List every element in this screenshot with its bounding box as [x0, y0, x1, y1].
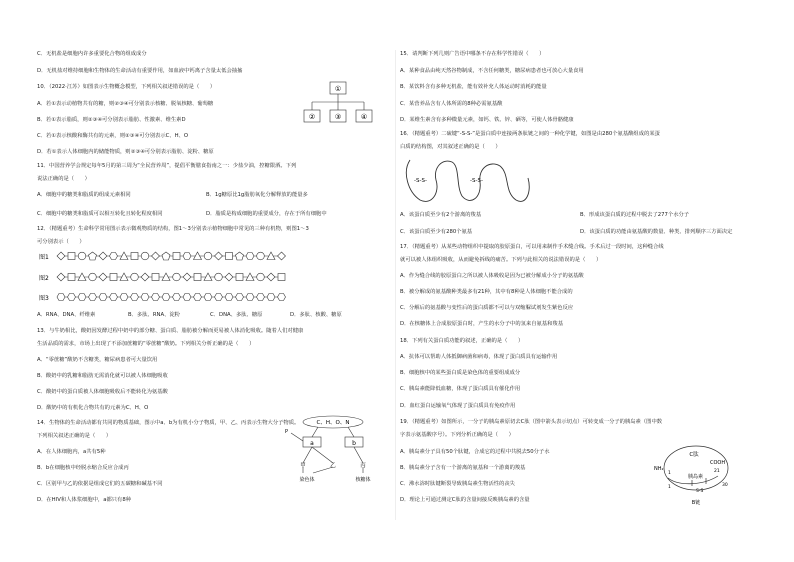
text-line: 13．与牛奶相比，酸奶因发酵过程中奶中的部分糖、蛋白质、脂肪被分解而更易被人体消化吸收。随着人们对健康 [37, 328, 304, 334]
text-line: D．酸奶中的有机化合物共有的元素为C、H、O [37, 405, 149, 411]
text-line: D．若①表示人体细胞内的储能物质，则②③④可分别表示脂肪、淀粉、糖原 [37, 149, 214, 155]
monomer-shape [141, 252, 149, 260]
text-line: D．该蛋白质的功能由氨基酸的数量、种类、排列顺序三方面决定 [580, 229, 733, 235]
monomer-shape [183, 294, 191, 301]
monomer-shape [162, 294, 170, 301]
monomer-shape [215, 273, 223, 281]
text-line: B．b在细胞核中经脱水缩合反应合成丙 [37, 465, 129, 471]
node-3: ③ [334, 113, 342, 121]
text-line: B．1g糖原比1g脂肪氧化分解释放的能量多 [206, 192, 308, 198]
insulin-label: 胰岛素 [688, 474, 704, 480]
text-line: A．RNA、DNA、纤维素 [37, 312, 96, 318]
text-line: A．“零蔗糖”酸奶不含糖类，糖尿病患者可大量饮用 [37, 357, 158, 363]
monomer-shape [204, 294, 212, 301]
monomer-shape [131, 253, 138, 260]
text-line: A．细胞中的糖类和脂质的组成元素相同 [37, 192, 131, 198]
text-line: D．某维生素含有多种微量元素，如钙、铁、锌、硒等，可使人体骨骼健康 [400, 117, 574, 123]
text-line: D．血红蛋白运输氧气体现了蛋白质具有免疫作用 [400, 403, 516, 409]
monomer-shape [204, 252, 212, 260]
text-line: D．在HIV和人体浆细胞中，a都只有8种 [37, 497, 132, 503]
b-chain-label: B链 [691, 500, 701, 506]
monomer-shape [57, 294, 65, 301]
figure-1-label: 图1 [39, 254, 49, 261]
monomer-shape [162, 252, 170, 260]
c-peptide-label: C肽 [689, 452, 699, 458]
text-line: B．若①表示脂质，则②③④可分别表示脂肪、性激素、维生素D [37, 117, 186, 123]
node-2: ② [308, 113, 316, 121]
text-line: 15．请判断下列几则广告语中哪条不存在科学性错误（ ） [400, 51, 545, 57]
text-line: C．分解后的氨基酸与变性后的蛋白质都不可以与双缩脲试剂发生紫色反应 [400, 305, 574, 311]
text-line: C．区别甲与乙的依据是组成它们的五碳糖和碱基不同 [37, 481, 163, 487]
text-line: 生活品质的需求，市场上出现了不添加蔗糖的“零蔗糖”酸奶。下列相关分析正确的是（ ） [37, 341, 255, 347]
monomer-shape [257, 294, 265, 301]
text-line: C．胰岛素能降低血糖，体现了蛋白质具有催化作用 [400, 386, 521, 392]
monomer-shape [215, 294, 223, 301]
bing-label: 丙 [360, 463, 366, 469]
monomer-shape [57, 252, 65, 260]
monomer-shape [226, 253, 233, 260]
text-line: A．在人体细胞内，a共有5种 [37, 449, 106, 455]
residue-21: 21 [714, 469, 720, 474]
text-line: 18．下列有关蛋白质功能的叙述，正确的是（ ） [400, 338, 524, 344]
text-line: A．若①表示动植物共有的糖，则②③④可分别表示核糖、脱氧核糖、葡萄糖 [37, 101, 214, 107]
text-line: D．多肽、核酸、糖原 [290, 312, 342, 318]
text-line: 白质的结构图，对其叙述正确的是（ ） [400, 144, 501, 150]
residue-1: 1 [668, 471, 671, 476]
monomer-shape [246, 294, 254, 301]
node-4: ④ [360, 113, 368, 121]
text-line: B．酸奶中的乳糖和脂肪无需消化就可以被人体细胞吸收 [37, 373, 168, 379]
proinsulin-diagram [652, 440, 736, 508]
monomer-shape [173, 273, 181, 281]
monomer-shape [110, 274, 117, 281]
text-line: A．胰岛素分子具有50个肽键，合成它的过程中共脱去50分子水 [400, 449, 550, 455]
monomer-shape [78, 252, 86, 260]
monomer-shape [89, 294, 97, 301]
text-line: 就可以被人体组织吸收，从而避免拆线的痛苦。下列与此相关的说法错误的是（ ） [400, 257, 602, 263]
text-line: C．细胞中的糖类和脂质可以相互转化且转化程度相同 [37, 211, 163, 217]
p-label: P [285, 429, 289, 435]
nh2-label: NH₂ [654, 466, 664, 472]
monomer-shape [68, 274, 75, 281]
node-1: ① [334, 85, 342, 93]
ribosome-label: 核糖体 [355, 477, 371, 483]
node-a: a [310, 440, 314, 447]
text-line: 17．（精题重考）从某些动物组织中提取的胶原蛋白，可以用来制作手术缝合线。手术后过一段时间，这种缝合线 [400, 244, 664, 250]
monomer-shape [89, 273, 97, 281]
text-line: C．无机盐是细胞内许多重要化合物的组成成分 [37, 51, 147, 57]
macromolecule-diagram [283, 415, 383, 485]
monomer-shape [131, 294, 139, 301]
monomer-shape [99, 273, 107, 281]
cooh-label: COOH [710, 460, 726, 466]
monomer-shape [278, 294, 286, 301]
monomer-shape [183, 273, 191, 281]
monomer-shape [278, 274, 285, 281]
text-line: C．某营养品含有人体所需的8种必需氨基酸 [400, 101, 503, 107]
chain-3 [57, 294, 286, 301]
text-line: D．脂质是构成细胞的重要成分，存在于所有细胞中 [206, 211, 327, 217]
protein-structure-diagram [400, 152, 540, 208]
monomer-shape [99, 252, 107, 260]
monomer-shape [152, 294, 160, 301]
monomer-shape [68, 294, 76, 301]
text-line: C．沸水浴时肽键断裂导致胰岛素生物活性的丧失 [400, 481, 515, 487]
text-line: 字表示氨基酸序号）。下列分析正确的是（ ） [400, 432, 514, 438]
monomer-shape [257, 273, 265, 281]
disulfide-bond-2: -S-S- [470, 178, 483, 184]
monomer-shape [225, 294, 233, 301]
text-line: A．抗体可以帮助人体抵御病菌和病毒，体现了蛋白质具有运输作用 [400, 354, 558, 360]
monomer-shape [141, 273, 149, 281]
monomer-shape [110, 294, 118, 301]
residue-30: 30 [722, 483, 728, 488]
monomer-shape [194, 294, 202, 301]
monomer-shape [215, 252, 223, 260]
monomer-shape [267, 273, 275, 281]
text-line: D．理论上可通过测定C肽的含量间接反映胰岛素的含量 [400, 497, 530, 503]
text-line: 14．生物体的生命活动都有共同的物质基础，图示中a、b为有机小分子物质，甲、乙、丙表示生物大分子物质。 [37, 420, 300, 426]
monomer-shape [141, 294, 149, 301]
concept-model-diagram [300, 80, 380, 130]
monomer-shape [183, 253, 191, 260]
monomer-shape [89, 252, 97, 260]
text-line: 10．（2022·江苏）如图表示生物概念模型，下列相关叙述错误的是（ ） [37, 84, 216, 90]
monomer-shape [120, 294, 128, 301]
text-line: A．某种食品由纯天然谷物制成，不含任何糖类，糖尿病患者也可放心大量食用 [400, 68, 584, 74]
text-line: B．多肽、RNA、淀粉 [128, 312, 180, 318]
disulfide-bond-1: -S-S- [414, 178, 427, 184]
text-line: C．酸奶中的蛋白质被人体细胞吸收后不能转化为氨基酸 [37, 389, 168, 395]
molecule-chains-diagram [37, 248, 297, 308]
text-line: 11．中国营养学会规定每年5月的第三周为“全民营养周”，提倡平衡膳食指南之一：少盐少油，控糖限酒。下列 [37, 163, 297, 169]
elements-label: C、H、O、N [316, 420, 350, 426]
monomer-shape [131, 273, 139, 281]
figure-3-label: 图3 [39, 295, 49, 302]
monomer-shape [236, 252, 244, 260]
monomer-shape [225, 273, 233, 281]
text-line: C．若①表示核酸和酶共有的元素，则②③④可分别表示C、H、O [37, 133, 189, 139]
monomer-shape [236, 294, 244, 301]
monomer-shape [236, 274, 243, 281]
chain-1 [57, 252, 286, 260]
text-line: D．在核糖体上合成胶原蛋白时，产生的水分子中的氢来自氨基和羧基 [400, 321, 563, 327]
disulfide-label: S-S [696, 489, 704, 494]
text-line: B．某饮料含有多种无机盐，能有效补充人体运动时消耗的能量 [400, 84, 547, 90]
chain-2 [57, 273, 285, 281]
monomer-shape [99, 294, 107, 301]
node-b: b [352, 440, 356, 447]
figure-2-label: 图2 [39, 275, 49, 282]
monomer-shape [110, 253, 118, 260]
text-line: C．该蛋白质至少有280个氨基 [400, 229, 473, 235]
jia-label: 甲 [300, 463, 306, 469]
monomer-shape [257, 252, 265, 260]
monomer-shape [173, 294, 181, 301]
monomer-shape [267, 294, 275, 301]
text-line: 可分别表示（ ） [37, 239, 85, 245]
chromosome-label: 染色体 [299, 477, 315, 483]
text-line: 16．（精题重考）二硫键“-S-S-”是蛋白质中连接两条肽链之间的一种化学键，如图是由280个氨基酸组成的某蛋 [400, 131, 660, 137]
monomer-shape [152, 274, 159, 281]
monomer-shape [68, 253, 75, 260]
text-line: 19．（精题重考）如图所示，一分子的胰岛素原切去C肽（图中箭头表示切点）可转变成一分子的胰岛素（图中数 [400, 419, 663, 425]
text-line: D．无机盐对维持细胞和生物体的生命活动有重要作用，如血液中钙离子含量太低会抽搐 [37, 68, 243, 74]
text-line: 下列相关叙述正确的是（ ） [37, 433, 112, 439]
monomer-shape [173, 253, 180, 260]
text-line: C．DNA、多肽、糖原 [210, 312, 263, 318]
text-line: B．被分解成的氨基酸种类最多有21种，其中有8种是人体细胞不能合成的 [400, 289, 573, 295]
monomer-shape [278, 252, 286, 260]
monomer-shape [78, 294, 86, 301]
yi-label: 乙 [330, 463, 336, 469]
text-line: B．胰岛素分子含有一个游离的氨基和一个游离的羧基 [400, 465, 526, 471]
text-line: 说法正确的是（ ） [37, 176, 90, 182]
text-line: A．该蛋白质至少有2个游离的羧基 [400, 212, 482, 218]
column-divider [395, 50, 396, 520]
monomer-shape [194, 274, 201, 281]
monomer-shape [57, 273, 65, 281]
monomer-shape [246, 253, 254, 260]
residue-1b: 1 [668, 485, 671, 490]
text-line: A．作为缝合线的胶原蛋白之所以被人体吸收是因为已被分解成小分子的氨基酸 [400, 273, 584, 279]
monomer-shape [152, 252, 160, 260]
text-line: 12．（精题重考）生命科学常用图示表示微观物质的结构，图1～3分别表示植物细胞中常见的三种有机物，则图1～3 [37, 226, 309, 232]
text-line: B．形成该蛋白质的过程中脱去了277个水分子 [580, 212, 690, 218]
text-line: B．细胞核中的某些蛋白质是染色体的重要组成成分 [400, 370, 521, 376]
